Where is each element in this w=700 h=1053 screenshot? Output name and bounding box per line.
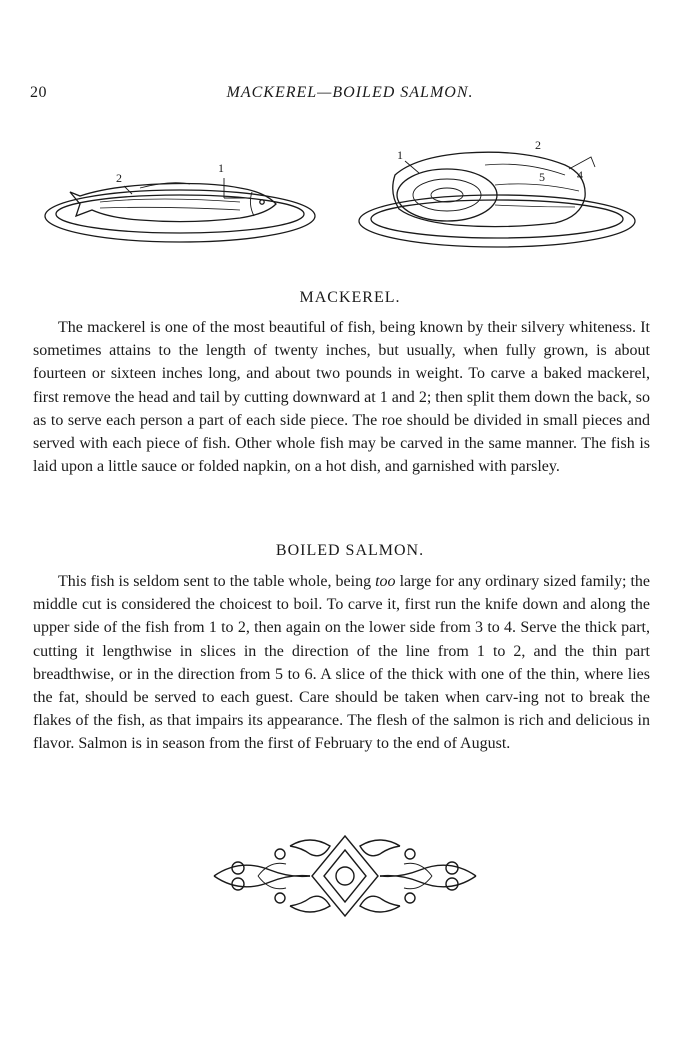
salmon-on-platter-illustration [355, 135, 640, 255]
mackerel-label-1: 1 [218, 161, 224, 175]
salmon-text-part-1: This fish is seldom sent to the table whole, being [58, 573, 376, 590]
mackerel-on-platter-illustration [40, 158, 340, 248]
mackerel-heading: MACKEREL. [299, 289, 401, 306]
decorative-scroll-ornament [210, 830, 480, 922]
boiled-salmon-paragraph-block [33, 570, 650, 756]
salmon-label-4: 4 [577, 168, 583, 182]
running-head [30, 84, 670, 108]
boiled-salmon-heading: BOILED SALMON. [275, 542, 425, 559]
salmon-text-emphasis: too [375, 573, 396, 590]
boiled-salmon-paragraph [33, 570, 650, 756]
mackerel-paragraph: The mackerel is one of the most beautiful of fish, being known by their silvery whiteness. It sometimes attains to the length of twenty inches, but usually, when fully grown, is about fourteen or sixteen inches long, and about two pounds in weight. To carve a baked mackerel, first remove the head and tail by cutting downward at 1 and 2; then split them down the back, so as to serve each person a part of each side piece. The roe should be divided in small pieces and served with each piece of fish. Other whole fish may be carved in the same manner. The fish is laid upon a little sauce or folded napkin, on a hot dish, and garnished with parsley. [33, 319, 650, 476]
mackerel-label-2: 2 [116, 171, 122, 185]
running-title: MACKEREL—BOILED SALMON. [226, 84, 474, 101]
salmon-label-5: 5 [539, 170, 545, 184]
mackerel-paragraph-block [33, 316, 650, 478]
salmon-label-1: 1 [397, 148, 403, 162]
salmon-label-2: 2 [535, 138, 541, 152]
page-number: 20 [30, 84, 47, 101]
salmon-text-part-2: large for any ordinary sized family; the middle cut is considered the choicest to boil. To carve it, first run the knife down and along the upper side of the fish from 1 to 2, then again on the lower side from 3 to 4. Serve the thick part, cutting it lengthwise in slices in the direction of the line from 1 to 2, and the thin part breadthwise, or in the direction from 5 to 6. A slice of the thick with one of the thin, where lies the fat, should be served to each guest. Care should be taken when carv-ing not to break the flakes of the fish, as that impairs its appearance. The flesh of the salmon is rich and delicious in flavor. Salmon is in season from the first of February to the end of August. [33, 573, 651, 753]
